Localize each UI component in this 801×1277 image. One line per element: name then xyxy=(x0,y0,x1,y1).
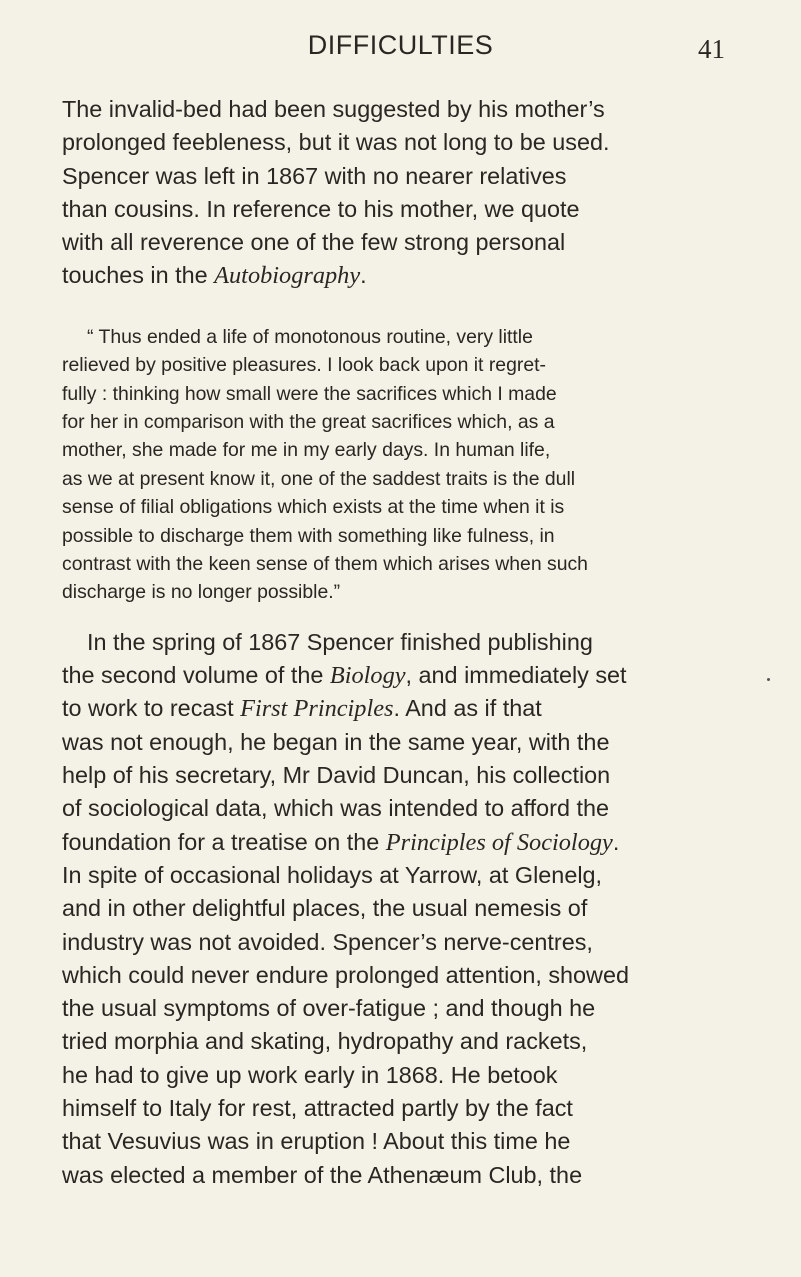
text-line: and in other delightful places, the usual nemesis of xyxy=(62,895,588,922)
quote-line: contrast with the keen sense of them which arises when such xyxy=(62,553,588,576)
text-run: touches in the xyxy=(62,262,215,289)
text-line: The invalid-bed had been suggested by his mother’s xyxy=(62,96,605,122)
text-line xyxy=(62,692,761,725)
running-title: DIFFICULTIES xyxy=(307,30,494,60)
text-line: tried morphia and skating, hydropathy and rackets, xyxy=(62,1028,588,1055)
block-quote xyxy=(0,323,801,607)
quote-line: sense of filial obligations which exists at the time when it is xyxy=(62,496,565,519)
text-run: to work to recast xyxy=(62,695,241,722)
quote-line: for her in comparison with the great sacrifices which, as a xyxy=(62,411,555,433)
text-line: Spencer was left in 1867 with no nearer relatives xyxy=(62,162,567,189)
book-title-first-principles: First Principles xyxy=(240,695,394,723)
text-line xyxy=(62,826,761,859)
text-line: In spite of occasional holidays at Yarrow, at Glenelg, xyxy=(62,861,603,888)
text-line: In the spring of 1867 Spencer finished publishing xyxy=(87,628,593,655)
text-line: which could never endure prolonged attention, showed xyxy=(62,961,629,988)
paragraph-2 xyxy=(0,626,801,1192)
quote-line: discharge is no longer possible.” xyxy=(62,581,341,604)
text-line: than cousins. In reference to his mother, we quote xyxy=(62,195,580,222)
text-line: was elected a member of the Athenæum Club, the xyxy=(62,1161,583,1188)
paragraph-1 xyxy=(0,93,801,293)
text-run: . xyxy=(360,262,367,289)
book-title-autobiography: Autobiography xyxy=(214,262,361,290)
text-line: was not enough, he began in the same year, with the xyxy=(62,728,610,755)
text-line: that Vesuvius was in eruption ! About this time he xyxy=(62,1128,571,1155)
text-run: . xyxy=(612,828,620,855)
quote-line: mother, she made for me in my early days. In human life, xyxy=(62,439,551,462)
text-run: . And as if that xyxy=(393,695,542,722)
text-run: , and immediately set xyxy=(405,662,627,689)
quote-line: possible to discharge them with something like fulness, in xyxy=(62,524,555,547)
text-line: he had to give up work early in 1868. He betook xyxy=(62,1061,558,1088)
quote-line: as we at present know it, one of the saddest traits is the dull xyxy=(62,467,576,490)
text-line: help of his secretary, Mr David Duncan, his collection xyxy=(62,762,611,789)
book-title-principles-of-sociology: Principles of Sociology xyxy=(385,828,613,856)
text-line: himself to Italy for rest, attracted partly by the fact xyxy=(62,1095,573,1121)
quote-line: relieved by positive pleasures. I look back upon it regret- xyxy=(62,354,546,377)
text-line: prolonged feebleness, but it was not long to be used. xyxy=(62,129,610,156)
quote-line: fully : thinking how small were the sacrifices which I made xyxy=(62,382,557,405)
text-line: industry was not avoided. Spencer’s nerve-centres, xyxy=(62,928,593,955)
ink-speck xyxy=(767,678,770,681)
quote-line: “ Thus ended a life of monotonous routine, very little xyxy=(87,325,533,348)
text-run: the second volume of the xyxy=(62,662,330,689)
body-text xyxy=(0,93,801,1192)
text-line: with all reverence one of the few strong personal xyxy=(62,229,566,256)
text-run: foundation for a treatise on the xyxy=(62,828,386,855)
text-line: the usual symptoms of over-fatigue ; and though he xyxy=(62,995,596,1022)
text-line xyxy=(62,259,761,292)
page-number: 41 xyxy=(698,34,725,64)
text-line: of sociological data, which was intended to afford the xyxy=(62,795,609,822)
text-line xyxy=(62,659,761,692)
book-title-biology: Biology xyxy=(329,662,406,690)
